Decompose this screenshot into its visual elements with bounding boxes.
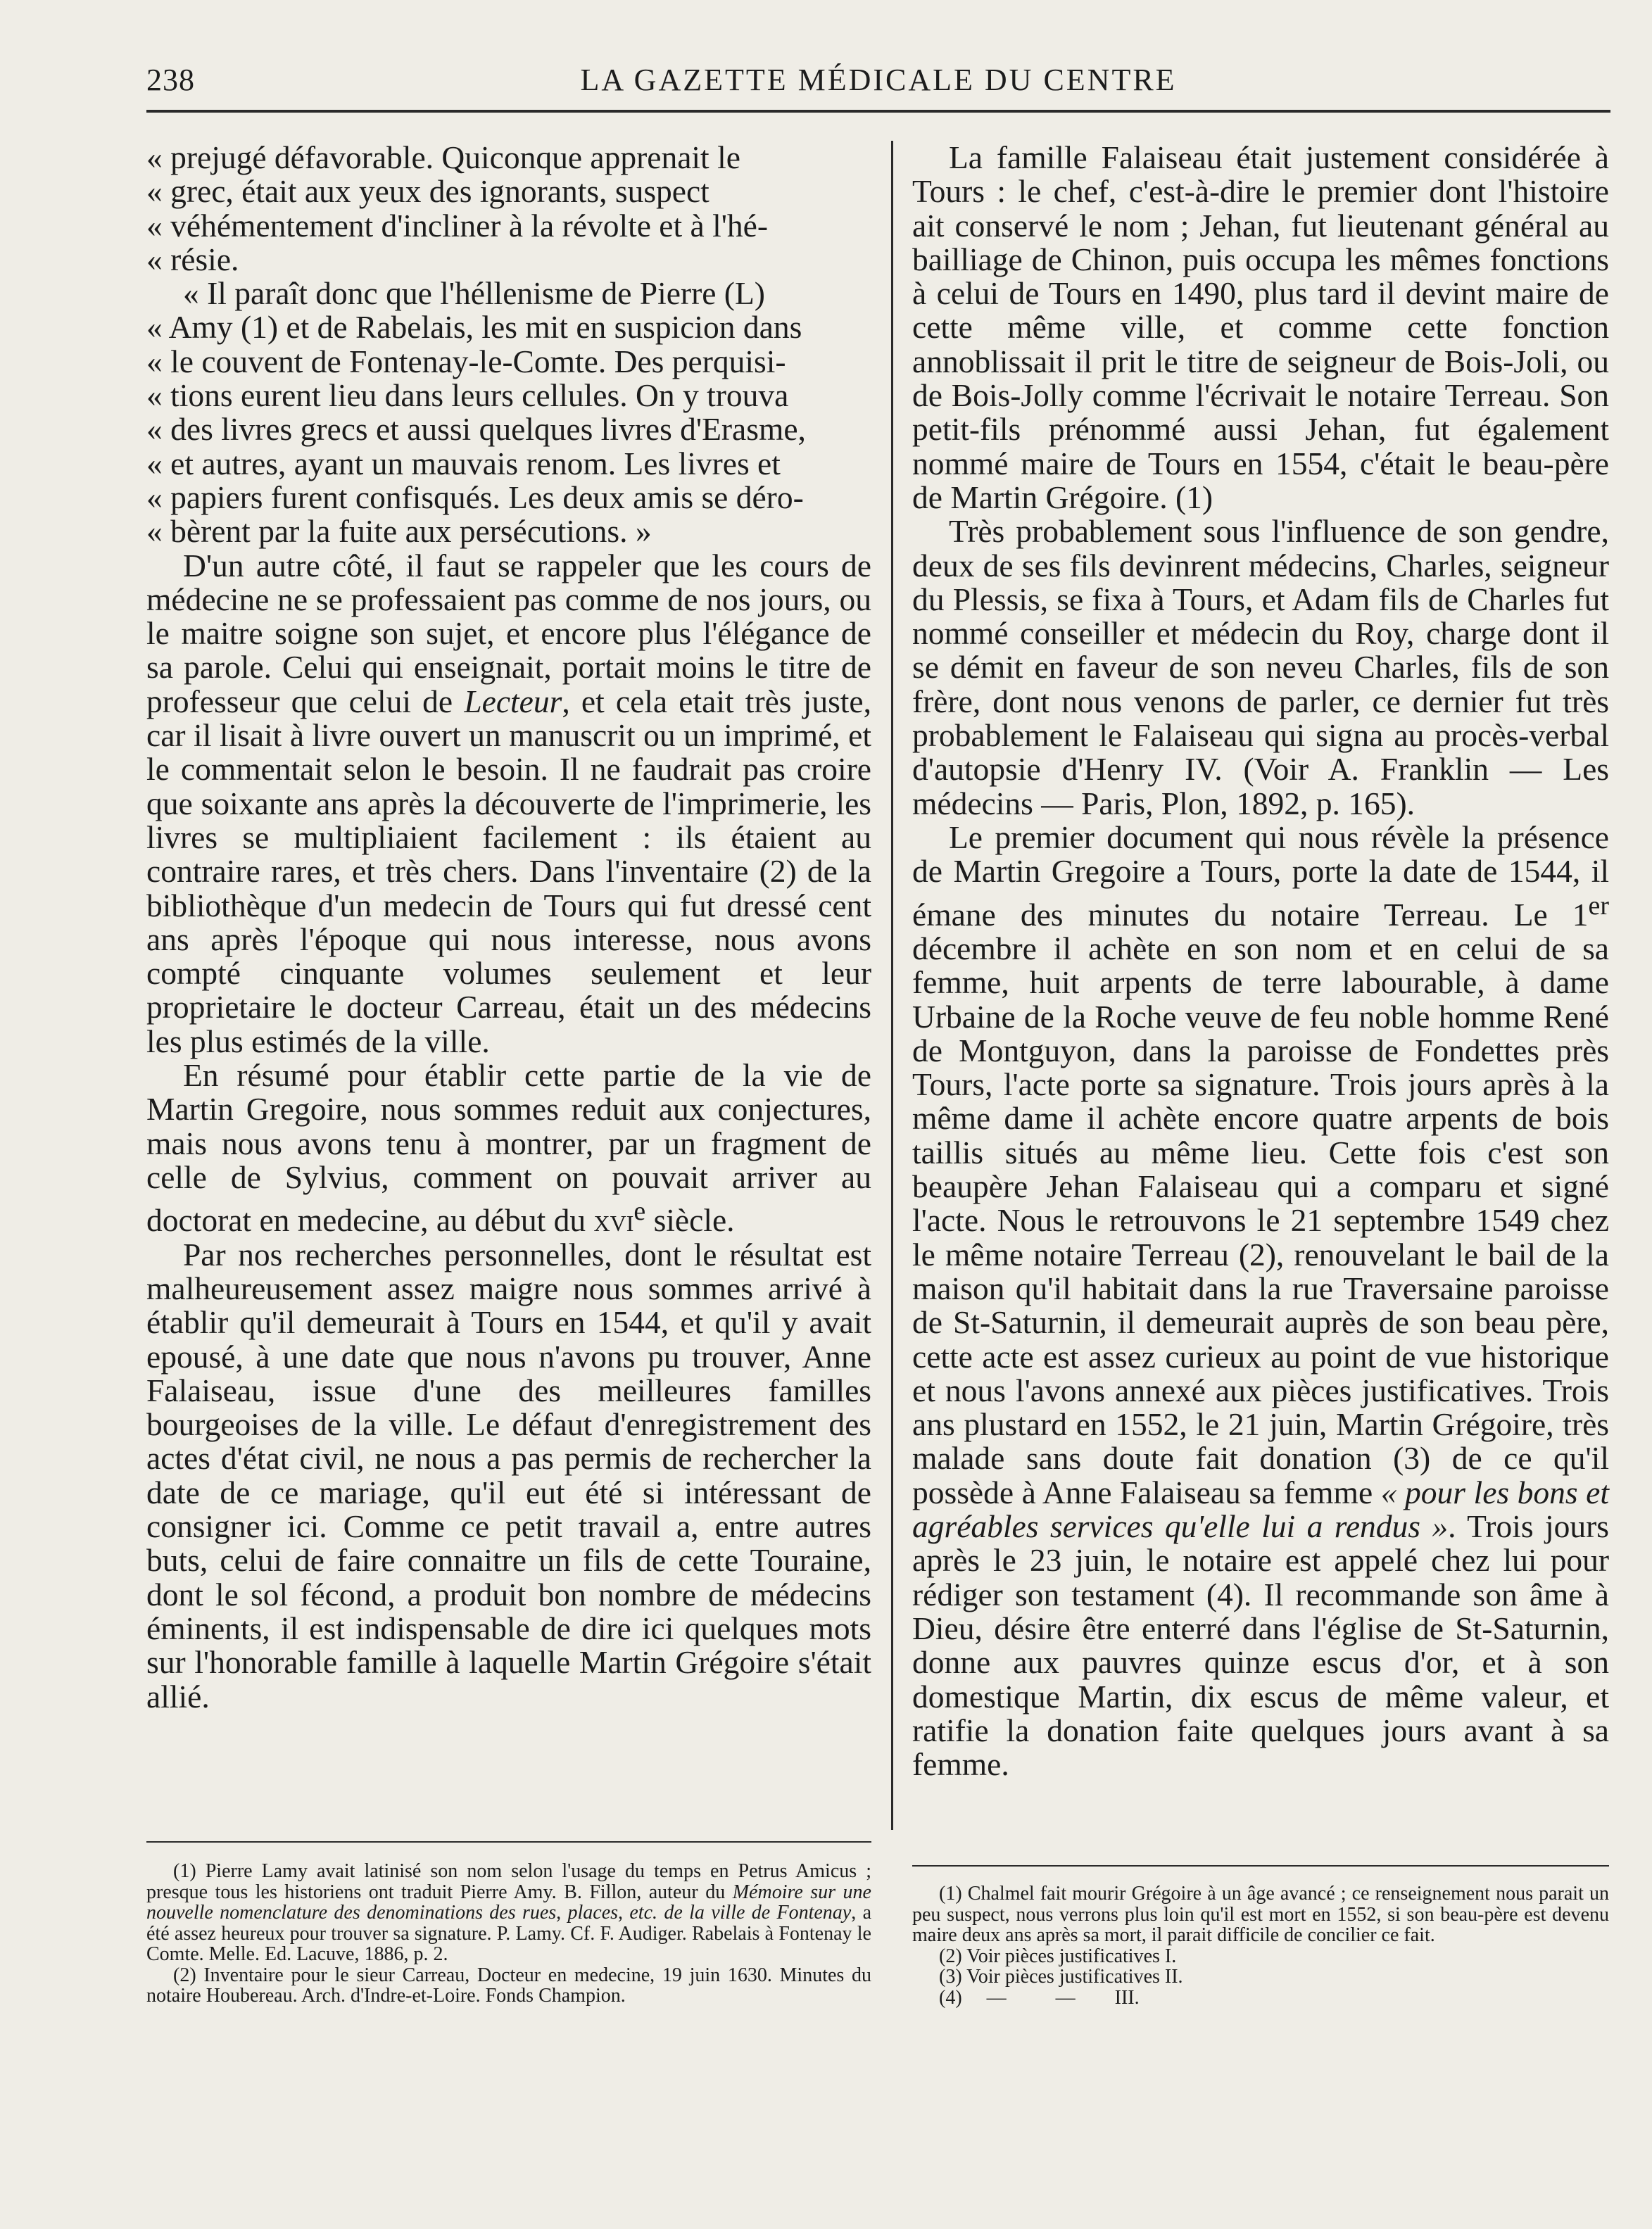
quote-line: « résie. (146, 241, 239, 277)
footnote: (1) Chalmel fait mourir Grégoire à un âge avancé ; ce renseignement nous parait un peu suspect, nous verrons plus loin qu'il est mort en 1552, si son beau-père est devenu maire deux ans après sa mort, il parait difficile de concilier ce fait. (912, 1883, 1609, 1946)
quote-line: « le couvent de Fontenay-le-Comte. Des perquisi- (146, 343, 786, 379)
quote-line: « Amy (1) et de Rabelais, les mit en suspicion dans (146, 309, 802, 346)
emphasis: Lecteur (464, 683, 562, 719)
footnote: (1) Pierre Lamy avait latinisé son nom selon l'usage du temps en Petrus Amicus ; presque tous les historiens ont traduit Pierre Amy. B. Fillon, auteur du Mémoire sur une nouvelle nomenclature des denominations des rues, places, etc. de la ville de Fontenay, a été assez heureux pour trouver sa signature. P. Lamy. Cf. F. Audiger. Rabelais à Fontenay le Comte. Melle. Ed. Lacuve, 1886, p. 2. (146, 1860, 871, 1965)
page-header (146, 58, 1610, 107)
century-numeral: xvi (593, 1202, 634, 1239)
paragraph: D'un autre côté, il faut se rappeler que les cours de médecine ne se professaient pas comme de nos jours, ou le maitre soigne son sujet, et encore plus l'élégance de sa parole. Celui qui enseignait, portait moins le titre de professeur que celui de Lecteur, et cela etait très juste, car il lisait à livre ouvert un manuscrit ou un imprimé, et le commentait selon le besoin. Il ne faudrait pas croire que soixante ans après la découverte de l'imprimerie, les livres se multipliaient facilement : ils étaient au contraire rares, et très chers. Dans l'inventaire (2) de la bibliothèque d'un medecin de Tours qui fut dressé cent ans après l'époque qui nous interesse, nous avons compté cinquante volumes seulement et leur proprietaire le docteur Carreau, était un des médecins les plus estimés de la ville. (146, 547, 871, 1059)
quote-line: « et autres, ayant un mauvais renom. Les livres et (146, 445, 781, 481)
paragraph: Le premier document qui nous révèle la présence de Martin Gregoire a Tours, porte la date de 1544, il émane des minutes du notaire Terreau. Le 1er décembre il achète en son nom et en celui de sa femme, huit arpents de terre labourable, à dame Urbaine de la Roche veuve de feu noble homme René de Montguyon, dans la paroisse de Fondettes près Tours, l'acte porte sa signature. Trois jours après à la même dame il achète encore quatre arpents de bois taillis situés au même lieu. Cette fois c'est son beaupère Jehan Falaiseau qui a comparu et signé l'acte. Nous le retrouvons le 21 septembre 1549 chez le même notaire Terreau (2), renouvelant le bail de la maison qu'il habitait dans la rue Traversaine paroisse de St-Saturnin, il demeurait auprès de son beau père, cette acte est assez curieux au point de vue historique et nous l'avons annexé aux pièces justificatives. Trois ans plustard en 1552, le 21 juin, Martin Grégoire, très malade sans doute fait donation (3) de ce qu'il possède à Anne Falaiseau sa femme « pour les bons et agréables services qu'elle lui a rendus ». Trois jours après le 23 juin, le notaire est appelé chez lui pour rédiger son testament (4). Il recommande son âme à Dieu, désire être enterré dans l'église de St-Saturnin, donne aux pauvres quinze escus d'or, et à son domestique Martin, dix escus de même valeur, et ratifie la donation faite quelques jours avant à sa femme. (912, 819, 1610, 1783)
quote-line: « tions eurent lieu dans leurs cellules. On y trouva (146, 377, 789, 414)
quote-line: « des livres grecs et aussi quelques livres d'Erasme, (146, 411, 806, 448)
footnote-rule (146, 1841, 871, 1843)
paragraph: En résumé pour établir cette partie de la vie de Martin Gregoire, nous sommes reduit aux conjectures, mais nous avons tenu à montrer, par un fragment de celle de Sylvius, comment on pouvait arriver au doctorat en medecine, au début du xvi$^e$ siècle. (146, 1057, 871, 1239)
paragraph: Très probablement sous l'influence de son gendre, deux de ses fils devinrent médecins, Charles, seigneur du Plessis, se fixa à Tours, et Adam fils de Charles fut nommé conseiller et médecin du Roy, charge dont il se démit en faveur de son neveu Charles, fils de son frère, dont nous venons de parler, ce dernier fut très probablement le Falaiseau qui signa au procès-verbal d'autopsie d'Henry IV. (Voir A. Franklin — Les médecins — Paris, Plon, 1892, p. 165). (912, 513, 1609, 821)
quote-line: « Il paraît donc que l'héllenisme de Pierre (L) (183, 275, 765, 312)
footnote: (2) Inventaire pour le sieur Carreau, Docteur en medecine, 19 juin 1630. Minutes du notaire Houbereau. Arch. d'Indre-et-Loire. Fonds Champion. (146, 1964, 871, 2007)
left-column (146, 141, 871, 1714)
quote-line: « prejugé défavorable. Quiconque apprenait le (146, 139, 740, 175)
right-column (912, 141, 1609, 1781)
quote-line: « bèrent par la fuite aux persécutions. » (146, 513, 652, 550)
quote-line: « grec, était aux yeux des ignorants, suspect (146, 173, 710, 210)
paragraph: La famille Falaiseau était justement considérée à Tours : le chef, c'est-à-dire le premier dont l'histoire ait conservé le nom ; Jehan, fut lieutenant général au bailliage de Chinon, puis occupa les mêmes fonctions à celui de Tours en 1490, plus tard il devint maire de cette même ville, et comme cette fonction annoblissait il prit le titre de seigneur de Bois-Joli, ou de Bois-Jolly comme l'écrivait le notaire Terreau. Son petit-fils prénommé aussi Jehan, fut également nommé maire de Tours en 1554, c'était le beau-père de Martin Grégoire. (1) (912, 139, 1609, 515)
footnotes-right (912, 1883, 1609, 2008)
paragraph: Par nos recherches personnelles, dont le résultat est malheureusement assez maigre nous sommes arrivé à établir qu'il demeurait à Tours en 1544, et qu'il y avait epousé, à une date que nous n'avons pu trouver, Anne Falaiseau, issue d'une des meilleures familles bourgeoises de la ville. Le défaut d'enregistrement des actes d'état civil, ne nous a pas permis de rechercher la date de ce mariage, qu'il eut été si intéressant de consigner ici. Comme ce petit travail a, entre autres buts, celui de faire connaitre un fils de cette Touraine, dont le sol fécond, a produit bon nombre de médecins éminents, il est indispensable de dire ici quelques mots sur l'honorable famille à laquelle Martin Grégoire s'était allié. (146, 1236, 871, 1715)
footnote-rule (912, 1865, 1609, 1867)
header-rule (146, 110, 1610, 113)
page-number: 238 (146, 63, 195, 97)
column-divider (891, 141, 893, 1830)
quote-line: « véhémentement d'incliner à la révolte et à l'hé- (146, 207, 769, 244)
running-title: LA GAZETTE MÉDICALE DU CENTRE (580, 63, 1177, 97)
quote-line: « papiers furent confisqués. Les deux amis se déro- (146, 479, 804, 515)
footnotes-left (146, 1861, 871, 2007)
footnote: (3) Voir pièces justificatives II. (939, 1966, 1183, 1988)
footnote: (4) — — III. (939, 1986, 1140, 2009)
emphasis: « pour les bons et agréables services qu'elle lui a rendus » (912, 1474, 1610, 1545)
footnote: (2) Voir pièces justificatives I. (939, 1945, 1177, 1967)
quote-block (146, 141, 871, 549)
